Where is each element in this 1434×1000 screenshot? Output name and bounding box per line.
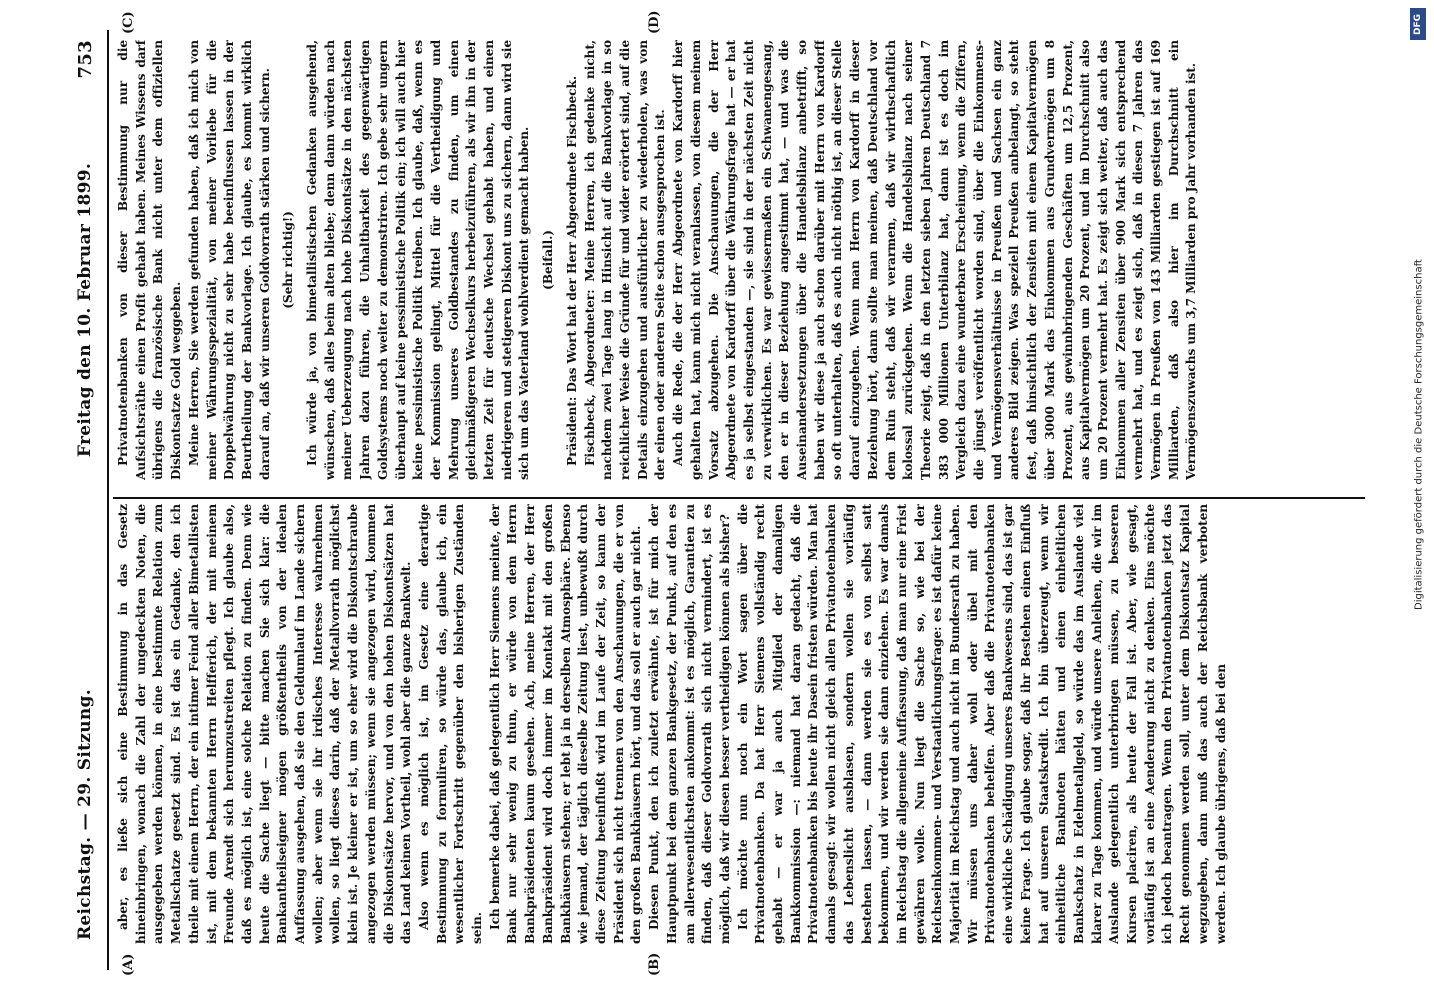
header-date: Freitag den 10. Februar 1899.	[75, 162, 95, 458]
header-left: Reichstag. — 29. Sitzung.	[75, 689, 95, 940]
digitization-sidebar	[1406, 0, 1432, 1000]
paragraph: aber, es ließe sich eine Bestimmung in das Gesetz hineinbringen, wonach die Zahl der ungedeckten Noten, die ausgegeben werden können, in eine bestimmte Relation zum Metallschatze gesetzt sind. Es ist das ein Gedanke, den ich theile mit einem Herrn, der ein intimer Feind aller Bimetallisten ist, mit dem bekannten Herrn Helfferich, der mit meinem Freunde Arendt sich herumzustreiten pflegt. Ich glaube also, daß es möglich ist, eine solche Relation zu finden. Denn wie heute die Sache liegt — bitte machen Sie sich klar: die Bankantheilseigner mögen größtentheils von der idealen Auffassung ausgehen, daß sie den Geldumlauf im Lande sichern wollen; aber wenn sie ihr irdisches Interesse wahrnehmen wollen, so liegt dieses darin, daß der Metallvorrath möglichst klein ist. Je kleiner er ist, um so eher wird die Diskontschraube angezogen werden müssen; wenn sie angezogen wird, kommen die Diskontsätze hervor, und von den hohen Diskontsätzen hat das Land keinen Vortheil, wohl aber die ganze Bankwelt.	[116, 504, 414, 944]
section-marker-c: (C)	[121, 11, 136, 34]
left-column	[115, 504, 1367, 944]
interjection: (Sehr richtig!)	[281, 211, 296, 309]
section-marker-b: (B)	[647, 952, 662, 976]
section-marker-a: (A)	[121, 953, 136, 976]
page-header	[67, 40, 103, 960]
rotated-newspaper-page	[57, 10, 1377, 990]
paragraph: Präsident: Das Wort hat der Herr Abgeordnete Fischbeck.	[564, 76, 579, 466]
paragraph: Ich würde ja, von bimetallistischen Gedanken ausgehend, wünschen, daß alles beim alten bliebe; denn dann würden nach meiner Ueberzeugung nach hohe Diskontsätze in den nächsten Jahren dazu führen, die Unhaltbarkeit des gegenwärtigen Goldsystems noch weiter zu demonstriren. Ich gebe sehr ungern überhaupt auf keine pessimistische Politik ein; ich will auch hier keine pessimistische Politik treiben. Ich glaube, daß, wenn es der Kommission gelingt, Mittel für die Vertheidigung und Mehrung unseres Goldbestandes zu finden, um einen gleichmäßigeren Wechselkurs herbeizuführen, als wir ihn in der letzten Zeit für deutsche Wechsel gehabt haben, und einen niedrigeren und stetigeren Diskont uns zu sichern, dann wird sie sich um das Vaterland wohlverdient gemacht haben.	[305, 40, 532, 480]
digitization-note: Digitalisierung gefördert durch die Deutsche Forschungsgemeinschaft	[1413, 259, 1425, 610]
column-divider	[113, 498, 1365, 500]
dfg-logo: DFG	[1410, 8, 1426, 40]
interjection: (Beifall.)	[541, 230, 556, 290]
paragraph: Also wenn es möglich ist, im Gesetz eine derartige Bestimmung zu formuliren, so würde das, glaube ich, ein wesentlicher Fortschritt gegenüber den bisherigen Zuständen sein.	[416, 504, 485, 944]
paragraph: Privatnotenbanken von dieser Bestimmung nur die Aufsichtsräthe einen Profit gehabt haben. Meines Wissens darf übrigens die französische Bank nicht unter dem offiziellen Diskontsatze Gold weggeben.	[116, 40, 184, 480]
paragraph: Auch die Rede, die der Herr Abgeordnete von Kardorff hier gehalten hat, kann mich nicht veranlassen, von diesem meinem Vorsatz abzugehen. Die Anschauungen, die der Herr Abgeordnete von Kardorff über die Währungsfrage hat — er hat es ja selbst eingestanden —, sie sind in der nächsten Zeit nicht zu verwirklichen. Es war gewissermaßen ein Schwanengesang, den er in dieser Beziehung angestimmt hat, — und was die Auseinandersetzungen über die Handelsbilanz anbetrifft, so haben wir diese ja auch schon darüber mit Herrn von Kardorff so oft unterhalten, daß es auch nicht nöthig ist, an dieser Stelle darauf einzugehen. Wenn man Herrn von Kardorff in dieser Beziehung hört, dann sollte man meinen, daß Deutschland vor dem Ruin steht, daß wir verarmen, daß wir wirthschaftlich kolossal zurückgehen. Wenn die Handelsbilanz nach seiner Theorie zeigt, daß in den letzten sieben Jahren Deutschland 7 383 000 Millionen Unterbilanz hat, dann ist es doch im Vergleich dazu eine wunderbare Erscheinung, wenn die Ziffern, die jüngst veröffentlicht worden sind, über die Einkommens- und Vermögensverhältnisse in Preußen und Sachsen ein ganz anderes Bild zeigen. Was speziell Preußen anbelangt, so steht fest, daß hinsichtlich der Zensiten mit einem Kapitalvermögen über 3000 Mark das Einkommen aus Grundvermögen um 8 Prozent, aus gewinnbringenden Geschäften um 12,5 Prozent, aus Kapitalvermögen um 20 Prozent, und im Durchschnitt also um 20 Prozent vermehrt hat. Es zeigt sich weiter, daß auch das Einkommen aller Zensiten über 900 Mark sich entsprechend vermehrt hat, und es zeigt sich, daß in diesen 7 Jahren das Vermögen in Preußen von 143 Milliarden gestiegen ist auf 169 Milliarden, daß also hier im Durchschnitt ein Vermögenszuwachs um 3,7 Milliarden pro Jahr vorhanden ist.	[671, 40, 1199, 480]
paragraph: Diesen Punkt, den ich zuletzt erwähnte, ist für mich der Hauptpunkt bei dem ganzen Bankgesetz, der Punkt, auf den es am allerwesentlichsten ankommt: ist es möglich, Garantien zu finden, daß dieser Goldvorrath sich nicht vermindert, ist es möglich, daß wir diesen besser vertheidigen können als bisher?	[647, 504, 732, 944]
paragraph: Meine Herren, Sie werden gefunden haben, daß ich mich von meiner Währungsspezialität, von meiner Vorliebe für die Doppelwährung nicht zu sehr habe beeinflussen lassen in der Beurtheilung der Bankvorlage. Ich glaube, es kommt wirklich darauf an, daß wir unseren Goldvorrath stärken und sichern.	[186, 40, 272, 480]
paragraph: Ich bemerke dabei, daß gelegentlich Herr Siemens meinte, der Bank nur sehr wenig zu thun, er würde von dem Herrn Bankpräsidenten kaum gesehen. Ach, meine Herren, der Herr Bankpräsident wird doch immer im Kontakt mit den großen Bankhäusern stehen; er lebt ja in derselben Atmosphäre. Ebenso wie jemand, der täglich dieselbe Zeitung liest, unbewußt durch diese Zeitung beeinflußt wird im Laufe der Zeit, so kann der Präsident sich nicht trennen von den Anschauungen, die er von den großen Bankhäusern hört, und das soll er auch gar nicht.	[487, 504, 644, 944]
section-marker-d: (D)	[647, 10, 662, 34]
page-number: 753	[74, 40, 96, 79]
paragraph: Fischbeck, Abgeordneter: Meine Herren, ich gedenke nicht, nachdem zwei Tage lang in Hinsicht auf die Bankvorlage in so reichlicher Weise die Gründe für und wider erörtert sind, auf die Details einzugehen und ausführlicher zu wiederholen, was von der einen oder anderen Seite schon ausgesprochen ist.	[582, 40, 668, 480]
right-column	[115, 40, 1367, 480]
header-rule	[107, 30, 109, 970]
paragraph: Ich möchte nun noch ein Wort sagen über die Privatnotenbanken. Da hat Herr Siemens vollständig recht gehabt — er war ja auch Mitglied der damaligen Bankkommission —: niemand hat daran gedacht, daß die Privatnotenbanken bis heute ihr Dasein fristen würden. Man hat damals gesagt: wir wollen nicht gleich allen Privatnotenbanken das Lebenslicht ausblasen, sondern wollen sie vorläufig bestehen lassen, — dann werden sie es von selbst satt bekommen, und wir werden sie dann einziehen. Es war damals im Reichstag die allgemeine Auffassung, daß man nur eine Frist gewähren wolle. Nun liegt die Sache so, wie bei der Reichseinkommen- und Verstaatlichungsfrage: es ist dafür keine Majorität im Reichstag und auch nicht im Bundesrath zu haben. Wir müssen uns daher wohl oder übel mit den Privatnotenbanken behelfen. Aber daß die Privatnotenbanken eine wirkliche Schädigung unseres Bankwesens sind, das ist gar keine Frage. Ich glaube sogar, daß ihr Bestehen einen Einfluß hat auf unseren Staatskredit. Ich bin überzeugt, wenn wir einheitliche Banknoten hätten und einen einheitlichen Bankschatz in Edelmetallgeld, so würde das im Auslande viel klarer zu Tage kommen, und würde unsere Anleihen, die wir im Auslande gelegentlich unterbringen müssen, zu besseren Kursen placiren, als heute der Fall ist. Aber, wie gesagt, vorläufig ist an eine Aenderung nicht zu denken. Eins möchte ich jedoch beantragen. Wenn den Privatnotenbanken jetzt das Recht genommen werden soll, unter dem Diskontsatz Kapital wegzugeben, dann muß das auch der Reichsbank verboten werden. Ich glaube übrigens, daß bei den	[735, 504, 1228, 944]
